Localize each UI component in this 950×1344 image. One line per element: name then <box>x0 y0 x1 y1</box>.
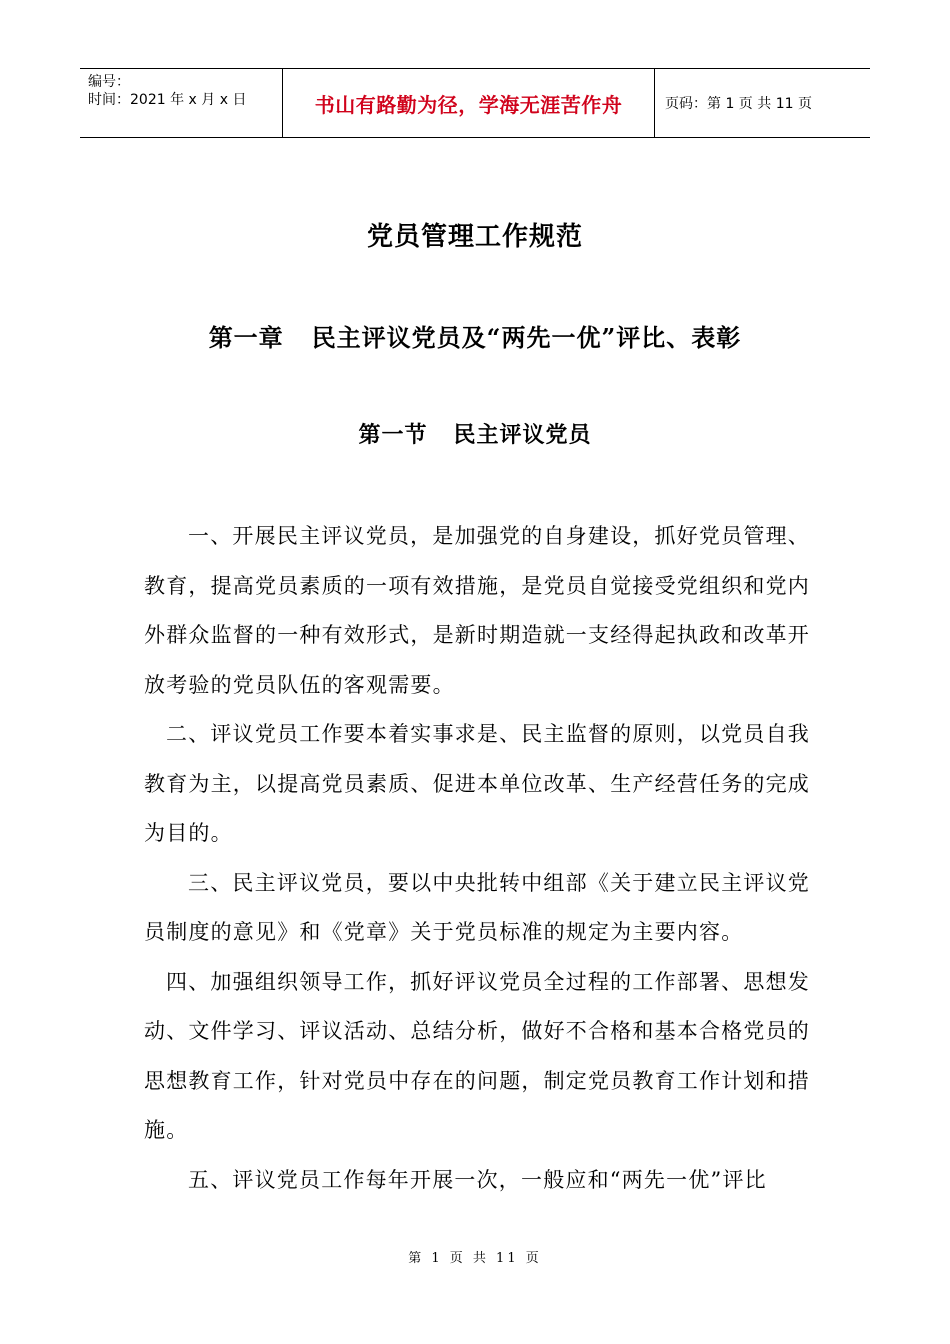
section-name: 民主评议党员 <box>453 422 592 448</box>
chapter-number: 第一章 <box>208 323 284 352</box>
section-heading <box>0 418 950 449</box>
header-meta <box>80 69 282 137</box>
page-footer: 第 1 页 共 11 页 <box>408 1251 542 1266</box>
document-title: 党员管理工作规范 <box>366 222 583 252</box>
paragraph-2: 二、评议党员工作要本着实事求是、民主监督的原则，以党员自我教育为主，以提高党员素质、促进本单位改革、生产经营任务的完成为目的。 <box>144 722 810 845</box>
header-page-info: 页码：第 1 页 共 11 页 <box>665 96 812 112</box>
paragraph-1: 一、开展民主评议党员，是加强党的自身建设，抓好党员管理、教育，提高党员素质的一项有效措施，是党员自觉接受党组织和党内外群众监督的一种有效形式，是新时期造就一支经得起执政和改革开放考验的党员队伍的客观需要。 <box>144 524 810 697</box>
chapter-name: 民主评议党员及“两先一优”评比、表彰 <box>311 323 742 352</box>
paragraph-4: 四、加强组织领导工作，抓好评议党员全过程的工作部署、思想发动、文件学习、评议活动、总结分析，做好不合格和基本合格党员的思想教育工作，针对党员中存在的问题，制定党员教育工作计划和措施。 <box>144 969 810 1142</box>
paragraph-3: 三、民主评议党员，要以中央批转中组部《关于建立民主评议党员制度的意见》和《党章》关于党员标准的规定为主要内容。 <box>144 870 810 944</box>
chapter-heading <box>0 318 950 353</box>
body-text <box>144 512 810 1205</box>
number-label: 编号： <box>88 74 130 90</box>
header-motto: 书山有路勤为径，学海无涯苦作舟 <box>282 69 655 137</box>
date-label: 时间：2021 年 x 月 x 日 <box>88 92 247 108</box>
document-header <box>80 68 870 138</box>
section-number: 第一节 <box>358 422 428 448</box>
paragraph-5: 五、评议党员工作每年开展一次，一般应和“两先一优”评比 <box>188 1167 767 1192</box>
